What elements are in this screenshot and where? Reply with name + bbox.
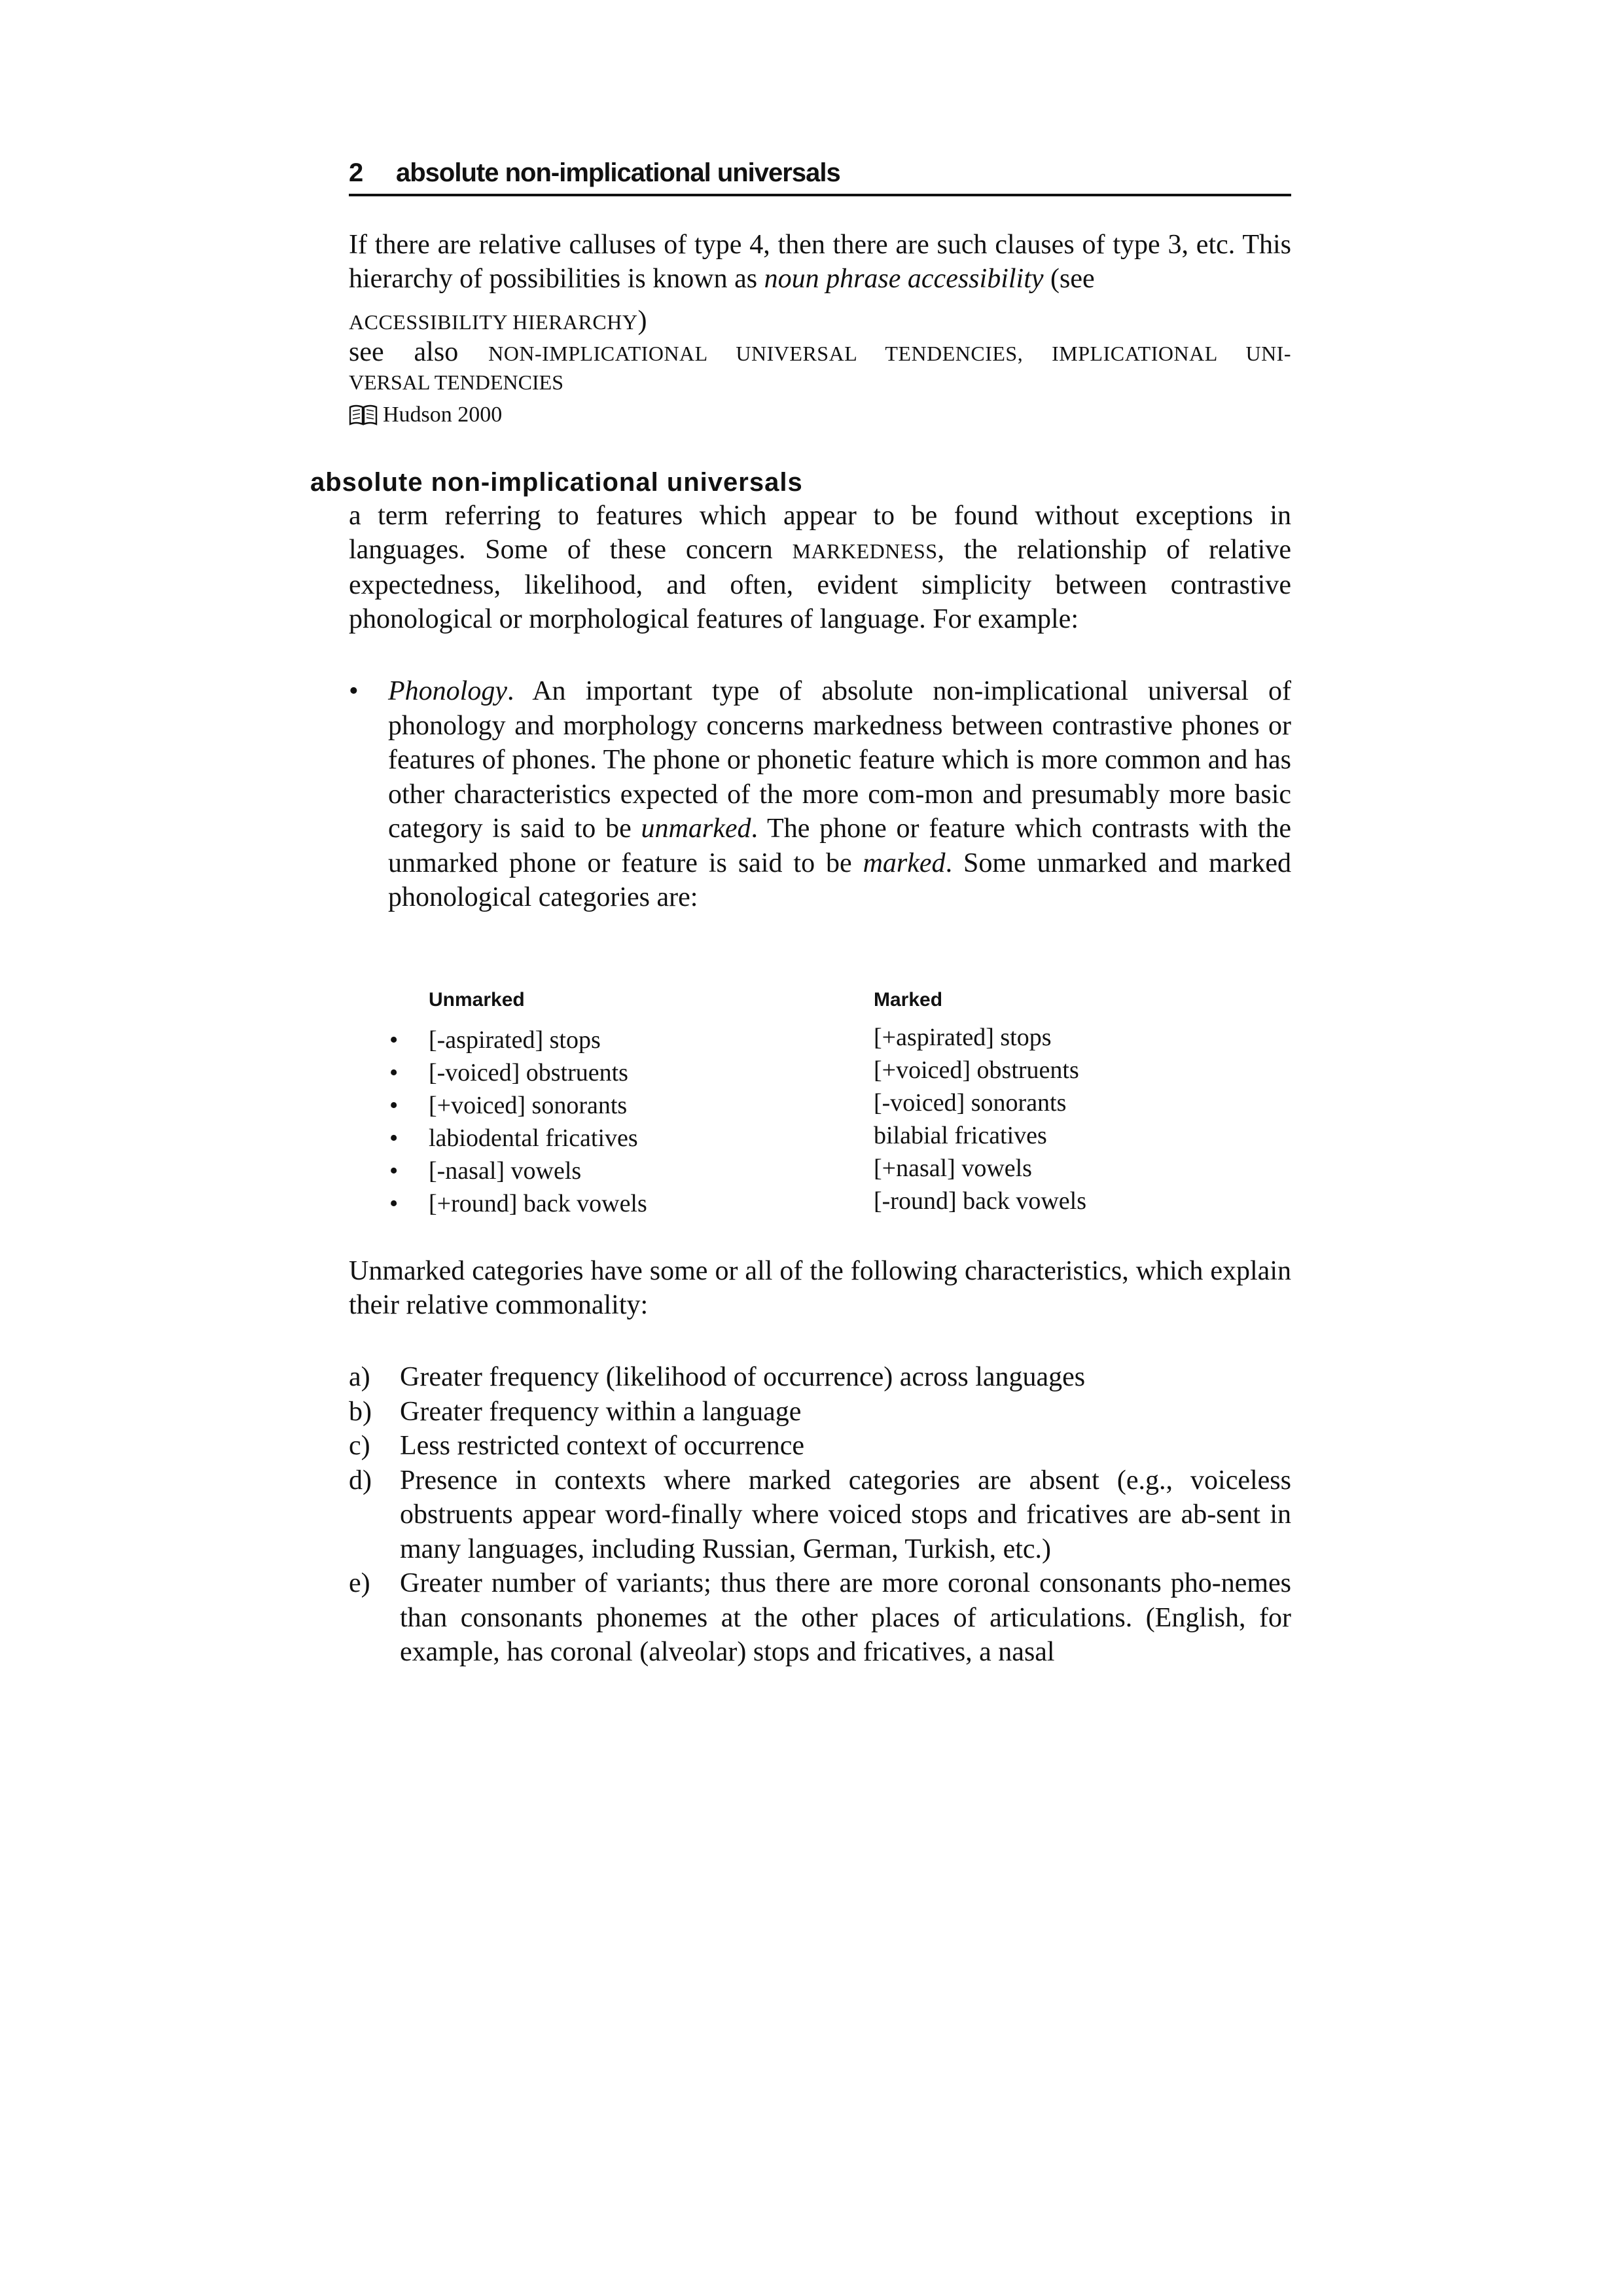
- table-row: [383, 1156, 1103, 1189]
- list-letter: b): [349, 1396, 372, 1427]
- list-letter: c): [349, 1431, 370, 1461]
- bullet-marker: •: [389, 1026, 399, 1054]
- phonology-text-b: . The phone or feature which contrasts with the unmarked phone or feature is said to be: [388, 814, 1291, 878]
- list-text: Presence in contexts where marked categories are absent (e.g., voiceless obstruents appear word-finally where voiced stops and fricatives are ab-sent in many languages, including Russian, German, Turkish, etc.): [400, 1465, 1291, 1564]
- table-row: [383, 1058, 1103, 1090]
- definition-text-end: , the relationship of relative expectedness, likelihood, and often, evident simplicity between contrastive phonological or morphological features of language. For example:: [349, 535, 1291, 634]
- bullet-marker: •: [389, 1059, 399, 1086]
- marked-term: marked: [863, 848, 946, 878]
- marked-cell: [+aspirated] stops: [874, 1024, 1052, 1051]
- see-also-refs-line1[interactable]: NON-IMPLICATIONAL UNIVERSAL TENDENCIES, IMPLICATIONAL UNI-: [488, 342, 1291, 365]
- unmarked-cell: [+voiced] sonorants: [429, 1092, 628, 1119]
- bullet-marker: •: [349, 676, 359, 706]
- crossref-close: ): [637, 306, 647, 336]
- definition-text-start: a term referring to features which appear to be found without exceptions in languages. Some of these concern: [349, 501, 1291, 565]
- unmarked-cell: [-voiced] obstruents: [429, 1059, 628, 1086]
- list-text: Greater frequency (likelihood of occurrence) across languages: [400, 1362, 1086, 1392]
- list-item: [349, 1429, 1291, 1463]
- unmarked-cell: [+round] back vowels: [429, 1190, 647, 1217]
- characteristics-list: [349, 1360, 1291, 1670]
- unmarked-cell: [-nasal] vowels: [429, 1157, 582, 1185]
- bullet-marker: •: [389, 1157, 399, 1185]
- phonology-bullet: [349, 674, 1291, 915]
- unmarked-term: unmarked: [641, 814, 751, 844]
- book-icon: [349, 404, 378, 426]
- list-letter: d): [349, 1465, 372, 1496]
- continuation-text: If there are relative calluses of type 4, then there are such clauses of type 3, etc. This hierarchy of possibilities is known as: [349, 230, 1291, 294]
- unmarked-cell: [-aspirated] stops: [429, 1026, 601, 1054]
- table-row: [383, 1189, 1103, 1221]
- list-letter: a): [349, 1362, 370, 1392]
- unmarked-column-header: Unmarked: [429, 989, 525, 1011]
- list-item: [349, 1463, 1291, 1567]
- crossref-markedness[interactable]: MARKEDNESS: [792, 539, 938, 563]
- entry-definition: [349, 499, 1291, 636]
- list-text: Less restricted context of occurrence: [400, 1431, 805, 1461]
- marked-cell: [+voiced] obstruents: [874, 1056, 1079, 1084]
- list-letter: e): [349, 1568, 370, 1598]
- running-header: [349, 154, 1291, 196]
- entry-headword: absolute non-implicational universals: [310, 468, 803, 497]
- marked-column-header: Marked: [874, 989, 943, 1011]
- continuation-paragraph: [349, 228, 1291, 296]
- noun-phrase-accessibility-term: noun phrase accessibility: [764, 264, 1044, 294]
- bibliography-line: [349, 401, 502, 429]
- see-also-line-2: [349, 368, 1291, 396]
- see-also-refs-line2[interactable]: VERSAL TENDENCIES: [349, 370, 563, 394]
- bullet-marker: •: [389, 1092, 399, 1119]
- marked-cell: bilabial fricatives: [874, 1122, 1047, 1149]
- crossref-accessibility-hierarchy[interactable]: ACCESSIBILITY HIERARCHY: [349, 310, 638, 334]
- page-number: 2: [349, 158, 363, 187]
- phonology-text-c: . Some unmarked and marked phonological categories are:: [388, 848, 1291, 912]
- characteristics-intro: Unmarked categories have some or all of the following characteristics, which explain their relative commonality:: [349, 1256, 1291, 1320]
- markedness-rows: [383, 1025, 1103, 1221]
- see-also-lead: see also: [349, 337, 459, 367]
- list-text: Greater number of variants; thus there are more coronal consonants pho-nemes than consonants phonemes at the other places of articulations. (English, for example, has coronal (alveolar) stops and fricatives, a nasal: [400, 1568, 1291, 1667]
- marked-cell: [+nasal] vowels: [874, 1155, 1032, 1182]
- running-title: absolute non-implicational universals: [396, 158, 840, 187]
- crossref-line: [349, 307, 1291, 336]
- marked-cell: [-voiced] sonorants: [874, 1089, 1067, 1117]
- table-row: [383, 1090, 1103, 1123]
- bibliography-text: Hudson 2000: [383, 403, 503, 427]
- phonology-label: Phonology: [388, 676, 507, 706]
- phonology-text: [388, 674, 1291, 915]
- list-item: [349, 1395, 1291, 1429]
- list-text: Greater frequency within a language: [400, 1396, 802, 1427]
- table-row: [383, 1123, 1103, 1156]
- see-also-line: [349, 335, 1291, 370]
- bullet-marker: •: [389, 1190, 399, 1217]
- list-item: [349, 1360, 1291, 1395]
- table-row: [383, 1025, 1103, 1058]
- phonology-text-a: . An important type of absolute non-implicational universal of phonology and morphology concerns markedness between contrastive phones or features of phones. The phone or phonetic feature which is more common and has other characteristics expected of the more com-mon and presumably more basic category is said to be: [388, 676, 1291, 844]
- bullet-marker: •: [389, 1124, 399, 1152]
- unmarked-cell: labiodental fricatives: [429, 1124, 638, 1152]
- see-open: (see: [1043, 264, 1095, 294]
- marked-cell: [-round] back vowels: [874, 1187, 1087, 1215]
- list-item: [349, 1566, 1291, 1670]
